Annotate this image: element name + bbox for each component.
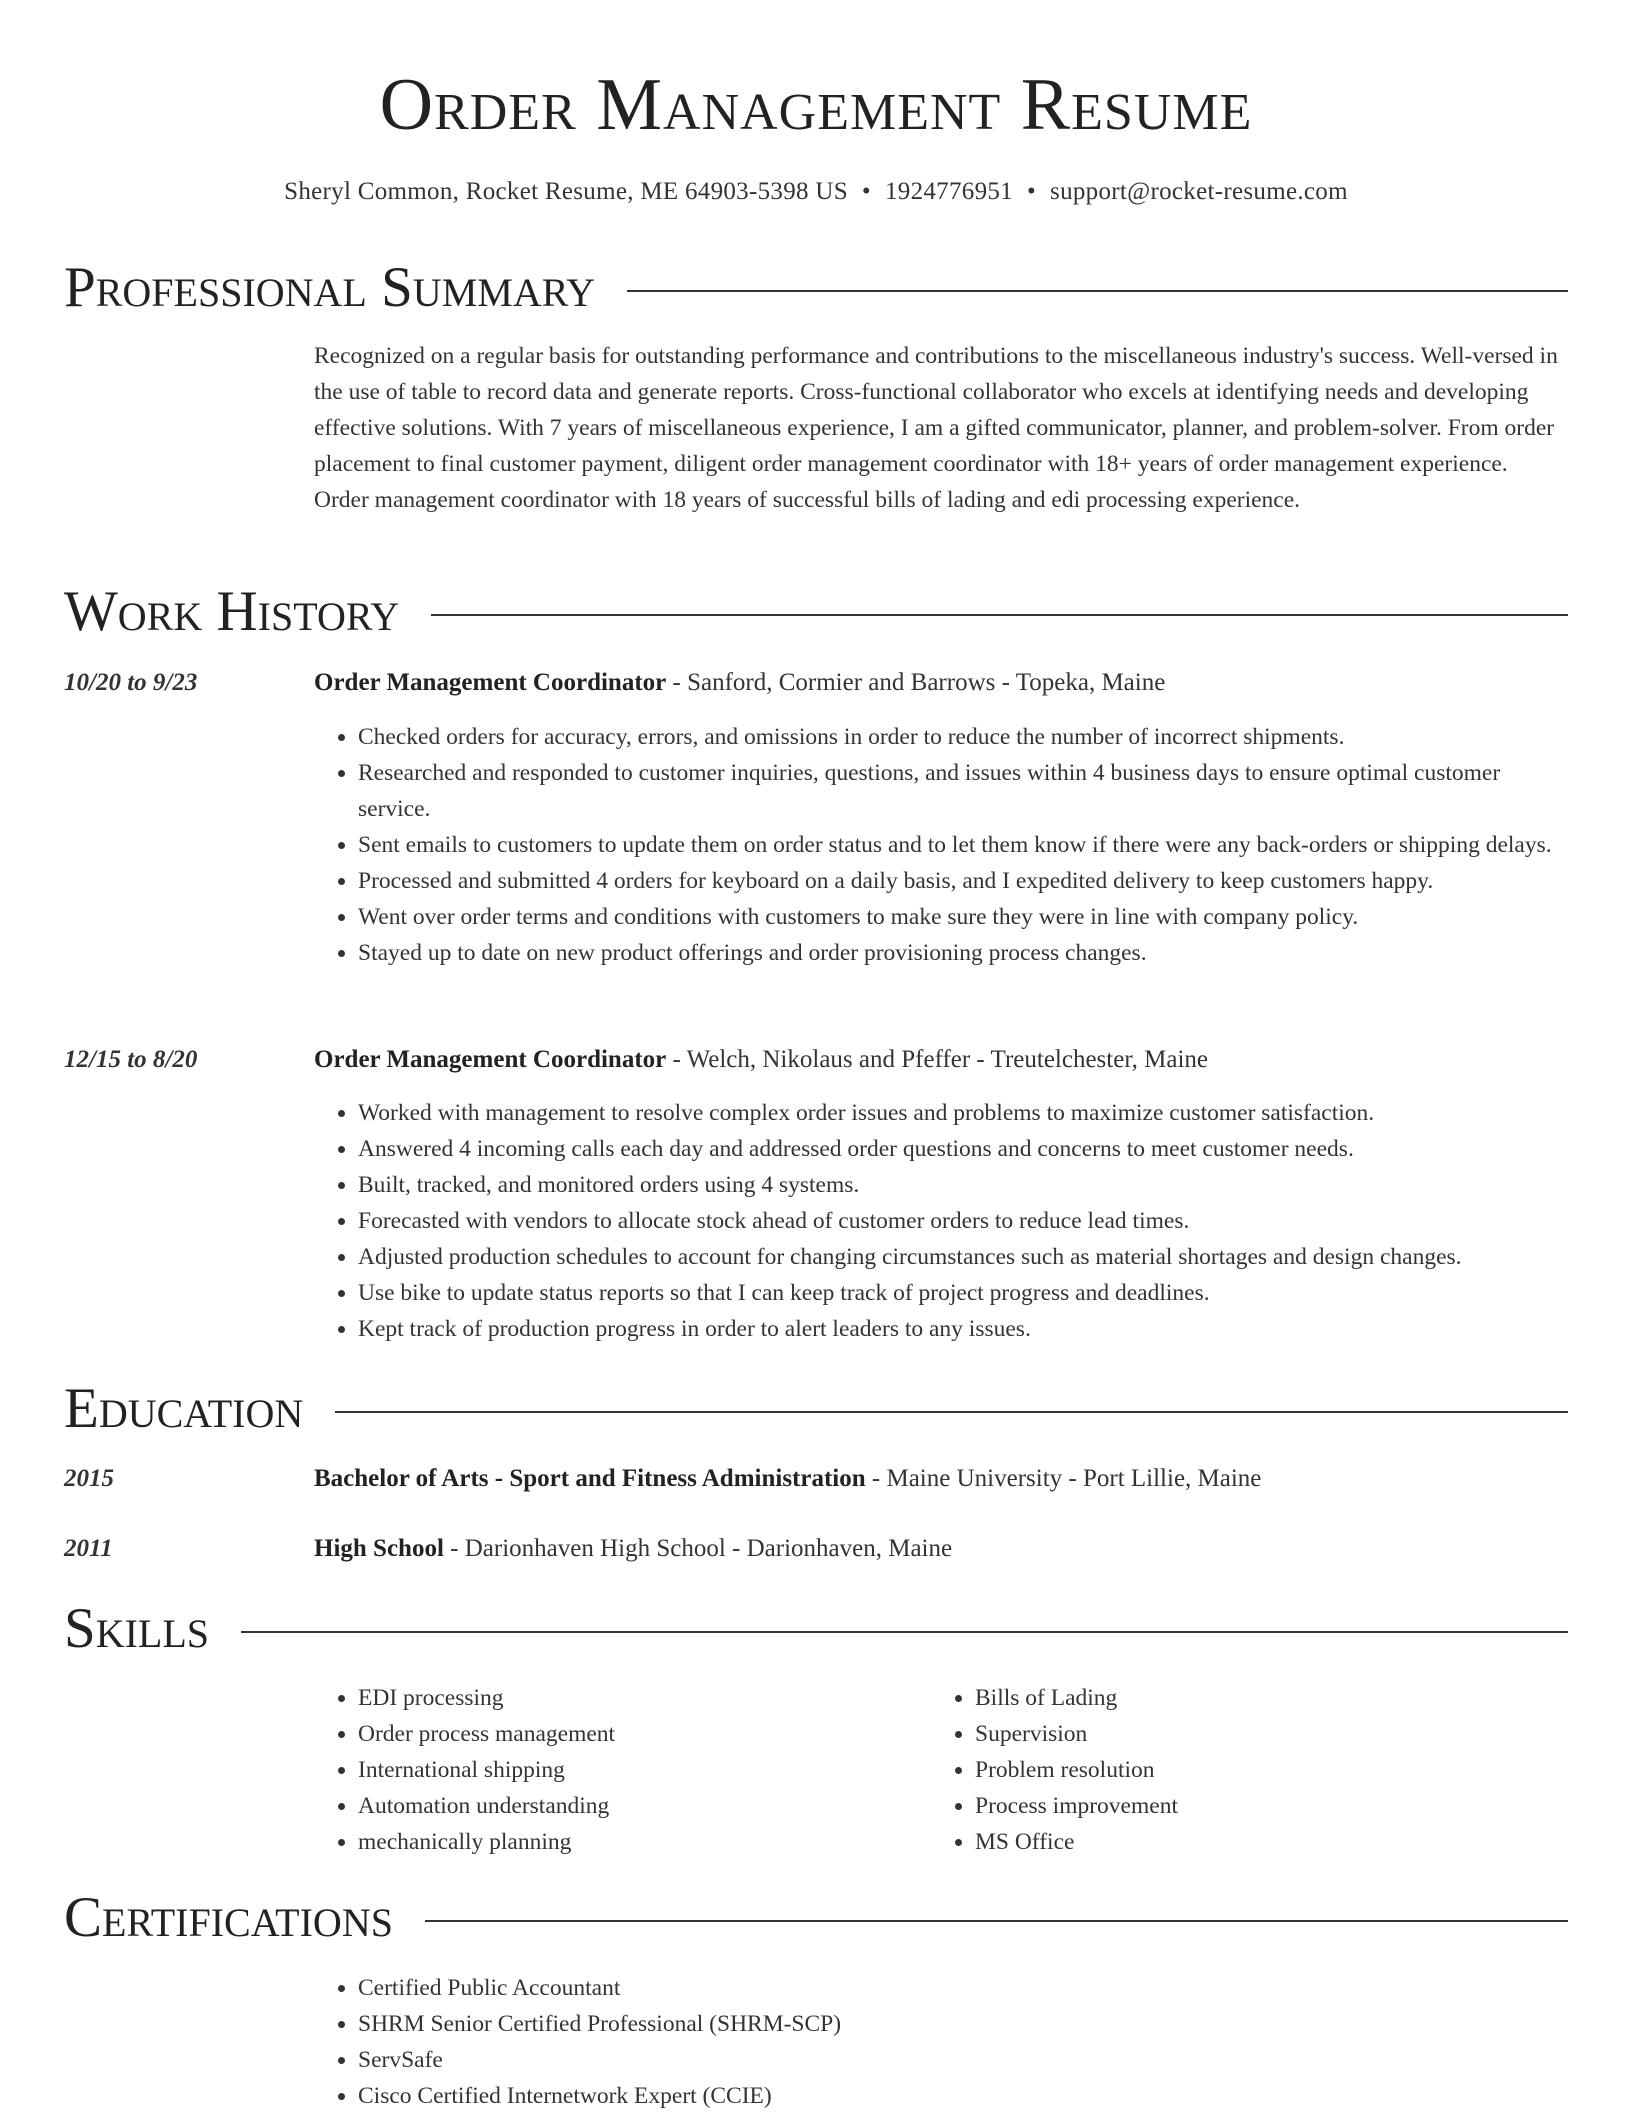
education-year: 2015 (64, 1465, 114, 1492)
contact-email: support@rocket-resume.com (1050, 178, 1348, 205)
contact-address: Sheryl Common, Rocket Resume, ME 64903-5398 US (284, 178, 848, 205)
section-divider (431, 614, 1568, 616)
job-bullet: • Built, tracked, and monitored orders using 4 systems. (358, 1167, 1568, 1203)
job-bullet: • Researched and responded to customer inquiries, questions, and issues within 4 business days to ensure optimal customer service. (358, 755, 1568, 827)
education-school: - Darionhaven High School - Darionhaven, Maine (443, 1535, 953, 1562)
certification-item: • SHRM Senior Certified Professional (SHRM-SCP) (358, 2006, 1258, 2042)
job-bullet: • Sent emails to customers to update them on order status and to let them know if there were any back-orders or shipping delays. (358, 827, 1568, 863)
education-degree: High School (314, 1535, 444, 1562)
section-divider (627, 290, 1568, 292)
work-section-heading (64, 580, 1568, 644)
summary-text: Recognized on a regular basis for outstanding performance and contributions to the miscellaneous industry's success. Well-versed in the use of table to record data and generate reports. Cross-functional collaborator who excels at identifying needs and developing effective solutions. With 7 years of miscellaneous experience, I am a gifted communicator, planner, and problem-solver. From order placement to final customer payment, diligent order management coordinator with 18+ years of order management experience. Order management coordinator with 18 years of successful bills of lading and edi processing experience. (314, 343, 1558, 513)
certification-item: • Certified Public Accountant (358, 1970, 1258, 2006)
contact-line (0, 174, 1632, 210)
job-bullet: • Stayed up to date on new product offerings and order provisioning process changes. (358, 935, 1568, 971)
education-degree: Bachelor of Arts - Sport and Fitness Administration (314, 1465, 866, 1492)
skill-item: • Automation understanding (358, 1788, 918, 1824)
certifications-heading: Certifications (64, 1886, 393, 1949)
job-title-line (314, 1042, 1208, 1078)
job-bullet: • Kept track of production progress in order to alert leaders to any issues. (358, 1311, 1568, 1347)
skill-item: • Bills of Lading (975, 1680, 1575, 1716)
certifications-list (314, 1970, 1258, 2114)
job-dates: 12/15 to 8/20 (64, 1046, 198, 1073)
certification-item: • ServSafe (358, 2042, 1258, 2078)
job-bullet: • Adjusted production schedules to account for changing circumstances such as material shortages and design changes. (358, 1239, 1568, 1275)
skill-item: • Order process management (358, 1716, 918, 1752)
job-bullet: • Answered 4 incoming calls each day and addressed order questions and concerns to meet customer needs. (358, 1131, 1568, 1167)
skills-list-right (931, 1680, 1575, 1860)
job-bullet: • Checked orders for accuracy, errors, and omissions in order to reduce the number of incorrect shipments. (358, 719, 1568, 755)
education-year: 2011 (64, 1535, 113, 1562)
certifications-section-heading (64, 1886, 1568, 1950)
skill-item: • EDI processing (358, 1680, 918, 1716)
job-title-line (314, 665, 1165, 701)
job-dates: 10/20 to 9/23 (64, 669, 198, 696)
education-section-heading (64, 1377, 1568, 1441)
contact-separator: • (1026, 178, 1037, 205)
section-divider (425, 1920, 1568, 1922)
job-bullet: • Forecasted with vendors to allocate stock ahead of customer orders to reduce lead times. (358, 1203, 1568, 1239)
skills-list-left (314, 1680, 918, 1860)
skill-item: • mechanically planning (358, 1824, 918, 1860)
job-title: Order Management Coordinator (314, 1046, 667, 1073)
education-line (314, 1531, 952, 1567)
section-divider (241, 1631, 1568, 1633)
skills-heading: Skills (64, 1597, 210, 1660)
education-school: - Maine University - Port Lillie, Maine (865, 1465, 1262, 1492)
skill-item: • MS Office (975, 1824, 1575, 1860)
summary-section-heading (64, 256, 1568, 320)
job-bullets (314, 1095, 1568, 1347)
education-line (314, 1461, 1261, 1497)
education-heading: Education (64, 1377, 304, 1440)
contact-phone: 1924776951 (884, 178, 1013, 205)
skill-item: • Supervision (975, 1716, 1575, 1752)
work-heading: Work History (64, 580, 400, 643)
job-bullet: • Went over order terms and conditions with customers to make sure they were in line with company policy. (358, 899, 1568, 935)
skills-section-heading (64, 1597, 1568, 1661)
job-employer: - Welch, Nikolaus and Pfeffer - Treutelchester, Maine (666, 1046, 1209, 1073)
job-bullet: • Processed and submitted 4 orders for keyboard on a daily basis, and I expedited delivery to keep customers happy. (358, 863, 1568, 899)
resume-title: Order Management Resume (379, 64, 1253, 146)
skill-item: • Process improvement (975, 1788, 1575, 1824)
skill-item: • Problem resolution (975, 1752, 1575, 1788)
summary-heading: Professional Summary (64, 256, 596, 319)
skill-item: • International shipping (358, 1752, 918, 1788)
job-bullet: • Worked with management to resolve complex order issues and problems to maximize customer satisfaction. (358, 1095, 1568, 1131)
job-title: Order Management Coordinator (314, 669, 667, 696)
job-bullets (314, 719, 1568, 971)
contact-separator: • (861, 178, 871, 205)
section-divider (335, 1411, 1568, 1413)
job-bullet: • Use bike to update status reports so that I can keep track of project progress and deadlines. (358, 1275, 1568, 1311)
certification-item: • Cisco Certified Internetwork Expert (CCIE) (358, 2078, 1258, 2114)
job-employer: - Sanford, Cormier and Barrows - Topeka, Maine (666, 669, 1166, 696)
